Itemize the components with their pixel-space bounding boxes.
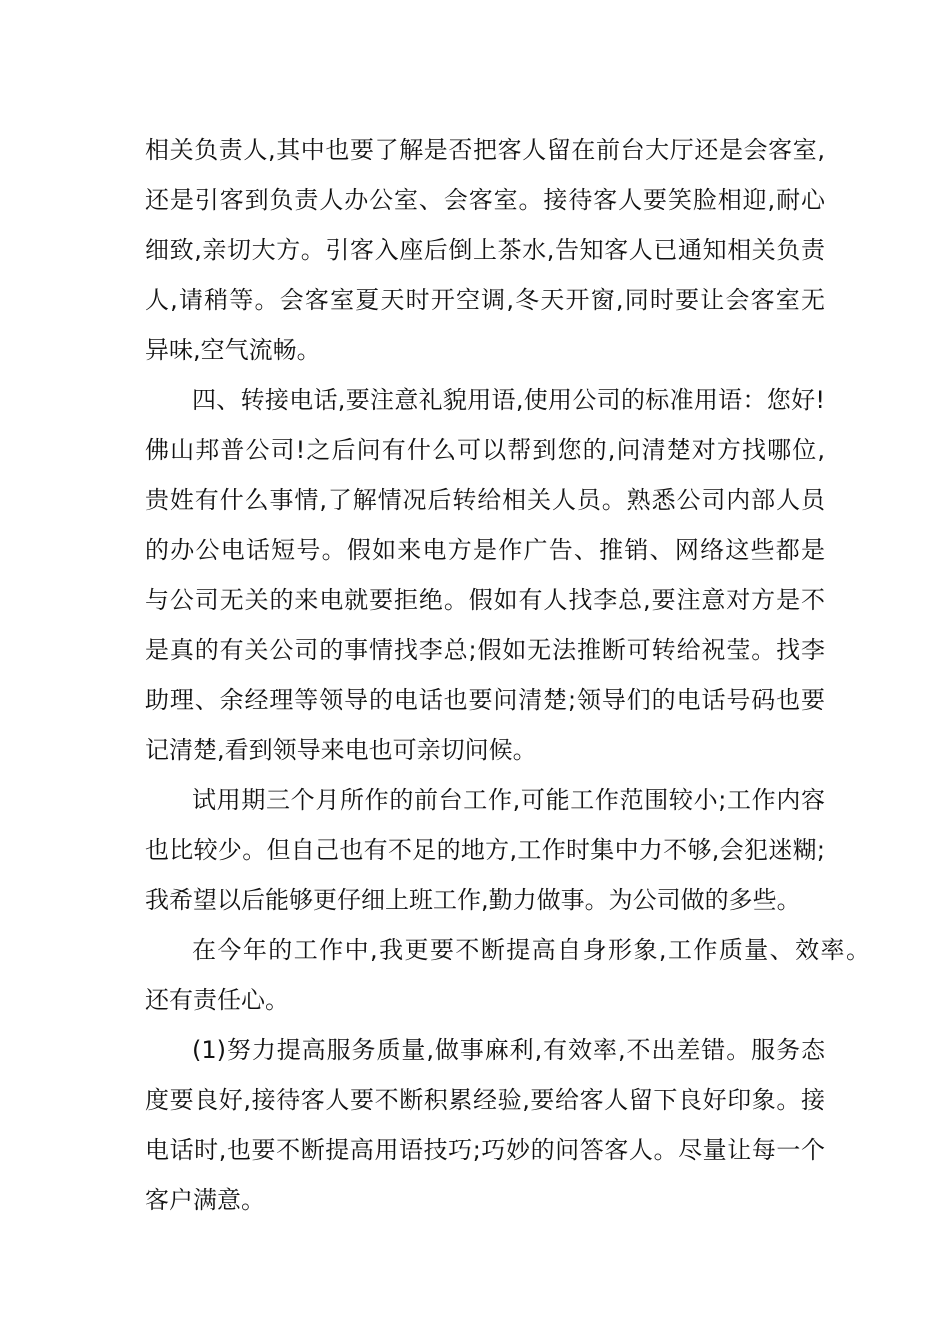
text-line: 的办公电话短号。假如来电方是作广告、推销、网络这些都是 (145, 536, 825, 564)
text-line: 相关负责人,其中也要了解是否把客人留在前台大厅还是会客室, (145, 136, 825, 164)
text-line: 与公司无关的来电就要拒绝。假如有人找李总,要注意对方是不 (145, 586, 825, 614)
text-line: 试用期三个月所作的前台工作,可能工作范围较小;工作内容 (192, 786, 825, 814)
text-line: 我希望以后能够更仔细上班工作,勤力做事。为公司做的多些。 (145, 886, 801, 914)
text-line: 细致,亲切大方。引客入座后倒上茶水,告知客人已通知相关负责 (145, 236, 825, 264)
text-line: 还有责任心。 (145, 986, 289, 1014)
text-line: 度要良好,接待客人要不断积累经验,要给客人留下良好印象。接 (145, 1086, 825, 1114)
text-line: 四、转接电话,要注意礼貌用语,使用公司的标准用语：您好! (192, 386, 825, 414)
text-line: 也比较少。但自己也有不足的地方,工作时集中力不够,会犯迷糊; (145, 836, 825, 864)
text-line: 电话时,也要不断提高用语技巧;巧妙的问答客人。尽量让每一个 (145, 1136, 825, 1164)
text-line: 异味,空气流畅。 (145, 336, 321, 364)
text-line: 在今年的工作中,我更要不断提高自身形象,工作质量、效率。 (192, 936, 870, 964)
text-line: 是真的有关公司的事情找李总;假如无法推断可转给祝莹。找李 (145, 636, 825, 664)
text-line: 佛山邦普公司!之后问有什么可以帮到您的,问清楚对方找哪位, (145, 436, 825, 464)
text-line: 人,请稍等。会客室夏天时开空调,冬天开窗,同时要让会客室无 (145, 286, 825, 314)
text-line: (1)努力提高服务质量,做事麻利,有效率,不出差错。服务态 (192, 1036, 825, 1064)
text-line: 客户满意。 (145, 1186, 265, 1214)
text-line: 还是引客到负责人办公室、会客室。接待客人要笑脸相迎,耐心 (145, 186, 825, 214)
text-line: 记清楚,看到领导来电也可亲切问候。 (145, 736, 537, 764)
text-line: 贵姓有什么事情,了解情况后转给相关人员。熟悉公司内部人员 (145, 486, 825, 514)
text-line: 助理、余经理等领导的电话也要问清楚;领导们的电话号码也要 (145, 686, 825, 714)
